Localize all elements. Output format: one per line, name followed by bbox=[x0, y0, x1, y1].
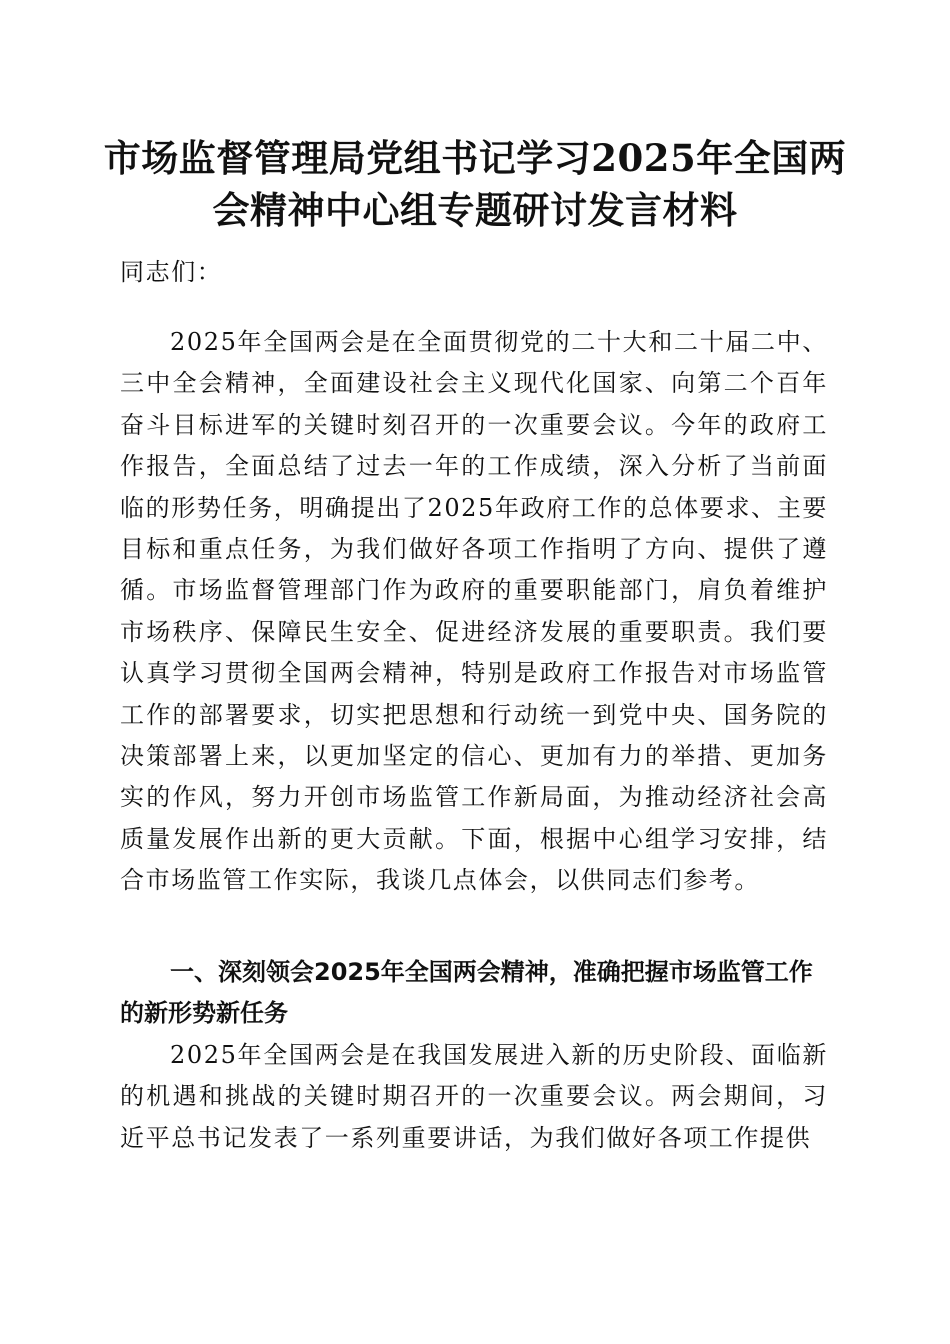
document-title bbox=[100, 132, 850, 236]
section-heading-1: 一、深刻领会2025年全国两会精神，准确把握市场监管工作的新形势新任务 bbox=[120, 958, 813, 1028]
salutation: 同志们： bbox=[120, 258, 223, 286]
paragraph-intro: 2025年全国两会是在全面贯彻党的二十大和二十届二中、三中全会精神，全面建设社会主义现代化国家、向第二个百年奋斗目标进军的关键时刻召开的一次重要会议。今年的政府工作报告，全面总结了过去一年的工作成绩，深入分析了当前面临的形势任务，明确提出了2025年政府工作的总体要求、主要目标和重点任务，为我们做好各项工作指明了方向、提供了遵循。市场监督管理部门作为政府的重要职能部门，肩负着维护市场秩序、保障民生安全、促进经济发展的重要职责。我们要认真学习贯彻全国两会精神，特别是政府工作报告对市场监管工作的部署要求，切实把思想和行动统一到党中央、国务院的决策部署上来，以更加坚定的信心、更加有力的举措、更加务实的作风，努力开创市场监管工作新局面，为推动经济社会高质量发展作出新的更大贡献。下面，根据中心组学习安排，结合市场监管工作实际，我谈几点体会，以供同志们参考。 bbox=[120, 328, 828, 895]
title-line-1: 市场监督管理局党组书记学习2025年全国两 bbox=[103, 136, 847, 180]
title-line-2: 会精神中心组专题研讨发言材料 bbox=[212, 188, 738, 232]
paragraph-section-1: 2025年全国两会是在我国发展进入新的历史阶段、面临新的机遇和挑战的关键时期召开的一次重要会议。两会期间，习近平总书记发表了一系列重要讲话，为我们做好各项工作提供 bbox=[120, 1041, 828, 1152]
